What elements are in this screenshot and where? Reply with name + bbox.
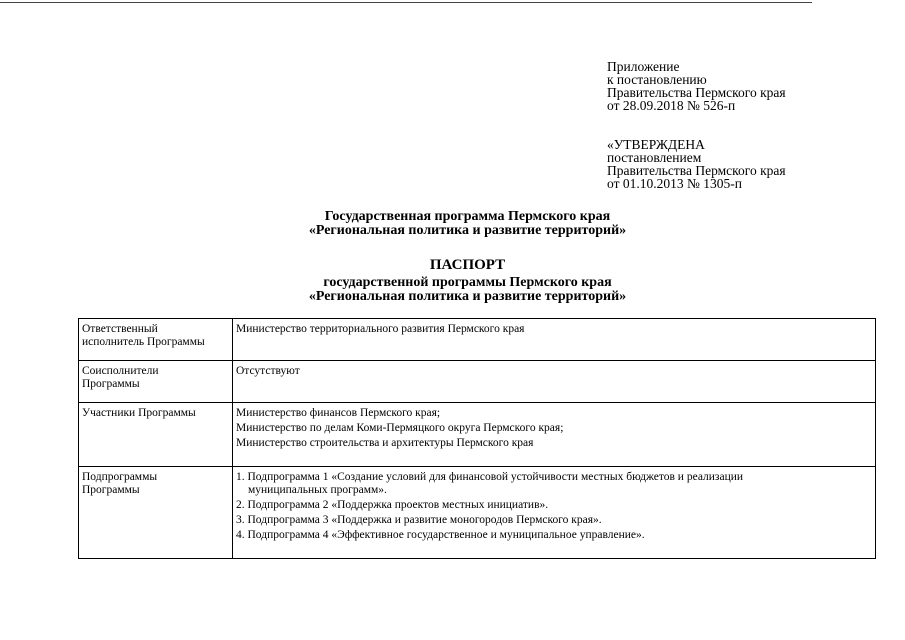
list-item: 2. Подпрограмма 2 «Поддержка проектов местных инициатив».: [236, 499, 549, 511]
passport-heading: ПАСПОРТ: [429, 257, 506, 273]
approved-line: постановлением: [607, 150, 702, 165]
appendix-line: Приложение: [607, 59, 680, 74]
approved-date: от 01.10.2013 № 1305-п: [607, 176, 742, 191]
row-label-line: Программы: [82, 484, 140, 496]
row-value: Отсутствуют: [233, 361, 876, 403]
passport-subtitle-line: государственной программы Пермского края: [323, 275, 612, 290]
row-value: Министерство территориального развития Пермского края: [233, 319, 876, 361]
list-item: Министерство строительства и архитектуры Пермского края: [236, 437, 534, 449]
passport-subtitle-line: «Региональная политика и развитие территорий»: [308, 289, 627, 304]
approved-block: [607, 138, 857, 190]
row-label: [79, 467, 233, 559]
program-title: [0, 210, 905, 238]
row-label: [79, 361, 233, 403]
appendix-date: от 28.09.2018 № 526-п: [607, 98, 736, 113]
row-label: Участники Программы: [79, 403, 233, 467]
row-value: [233, 467, 876, 559]
table-row: [79, 319, 876, 361]
table-row: [79, 361, 876, 403]
passport-table: [78, 318, 876, 559]
program-title-line: «Региональная политика и развитие территорий»: [308, 223, 627, 238]
row-label-line: Программы: [82, 378, 140, 390]
list-item: 4. Подпрограмма 4 «Эффективное государственное и муниципальное управление».: [236, 529, 645, 541]
approved-line: «УТВЕРЖДЕНА: [607, 137, 705, 152]
list-item: 3. Подпрограмма 3 «Поддержка и развитие моногородов Пермского края».: [236, 514, 602, 526]
row-label-line: Ответственный: [82, 323, 158, 335]
passport-subtitle: [0, 276, 905, 304]
table-row: [79, 467, 876, 559]
appendix-block: [607, 60, 857, 112]
row-value: [233, 403, 876, 467]
approved-line: Правительства Пермского края: [607, 163, 786, 178]
table-row: [79, 403, 876, 467]
list-item: муниципальных программ».: [248, 484, 387, 496]
row-label-line: Подпрограммы: [82, 471, 158, 483]
row-label: [79, 319, 233, 361]
appendix-line: Правительства Пермского края: [607, 85, 786, 100]
list-item: Министерство по делам Коми-Пермяцкого округа Пермского края;: [236, 422, 564, 434]
row-label-line: Соисполнители: [82, 365, 159, 377]
row-label-line: исполнитель Программы: [82, 336, 205, 348]
top-border-line: [0, 2, 812, 3]
program-title-line: Государственная программа Пермского края: [324, 209, 611, 224]
appendix-line: к постановлению: [607, 72, 707, 87]
list-item: Министерство финансов Пермского края;: [236, 407, 441, 419]
list-item: 1. Подпрограмма 1 «Создание условий для финансовой устойчивости местных бюджетов и реализации: [236, 471, 744, 483]
